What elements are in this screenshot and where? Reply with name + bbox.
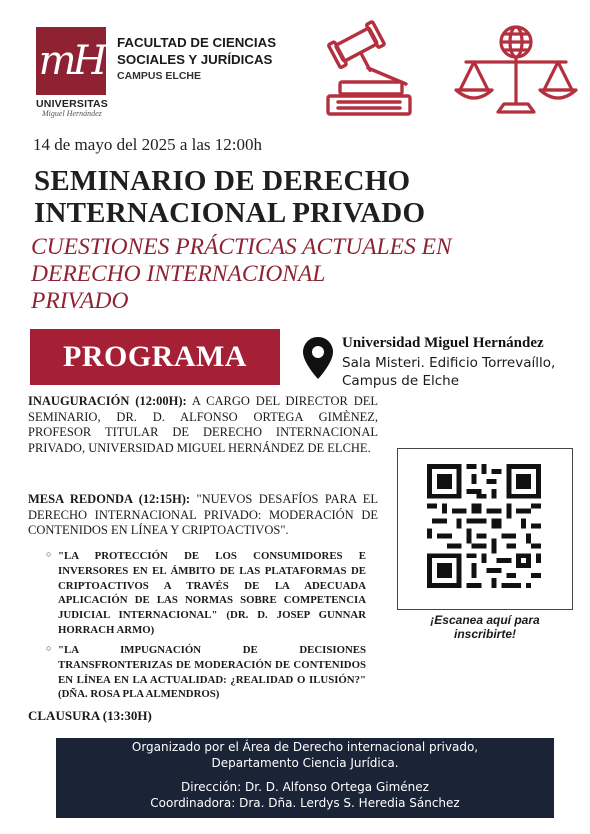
inauguration-item (28, 394, 378, 456)
footer-line-1: Organizado por el Área de Derecho internacional privado, (131, 740, 479, 754)
footer-text (56, 740, 554, 811)
subtitle-line-2: DERECHO INTERNACIONAL (31, 261, 326, 287)
subtitle-line-1: CUESTIONES PRÁCTICAS ACTUALES EN (31, 234, 452, 260)
title-line-2: INTERNACIONAL PRIVADO (34, 197, 426, 229)
bullet-icon: ○ (46, 549, 52, 559)
location-name: Universidad Miguel Hernández (342, 335, 544, 351)
page-title (34, 165, 474, 229)
roundtable-item (28, 492, 378, 539)
faculty-line-1: FACULTAD DE CIENCIAS (117, 35, 277, 50)
faculty-name (117, 34, 276, 68)
logo-monogram: mH (38, 38, 104, 84)
location-pin-icon (302, 336, 334, 380)
scales-globe-icon (452, 16, 580, 120)
talk-item: "LA PROTECCIÓN DE LOS CONSUMIDORES E INVERSORES EN EL ÁMBITO DE LAS PLATAFORMAS DE CRIPTOACTIVOS A TRAVÉS DE LA ADECUADA APLICACIÓN DE LAS NORMAS SOBRE COMPETENCIA JUDICIAL INTERNACIONAL" (DR. D. JOSEP GUNNAR HORRACH ARMO) (58, 550, 366, 636)
logo-university-sub: Miguel Hernández (42, 109, 102, 118)
roundtable-text: "NUEVOS DESAFÍOS PARA EL DERECHO INTERNACIONAL PRIVADO: MODERACIÓN DE CONTENIDOS EN LÍNEA Y CRIPTOACTIVOS". (28, 492, 379, 537)
footer-line-3: Dirección: Dr. D. Alfonso Ortega Giménez (181, 780, 429, 794)
campus-label: CAMPUS ELCHE (117, 70, 202, 82)
event-date: 14 de mayo del 2025 a las 12:00h (33, 135, 262, 154)
program-banner: PROGRAMA (30, 329, 280, 385)
closing-item: CLAUSURA (13:30H) (28, 708, 152, 723)
roundtable-label: MESA REDONDA (12:15H): (28, 492, 191, 506)
qr-caption: ¡Escanea aquí para inscribirte! (430, 613, 540, 641)
faculty-line-2: SOCIALES Y JURÍDICAS (117, 52, 273, 67)
title-line-1: SEMINARIO DE DERECHO (34, 165, 411, 197)
inauguration-label: INAUGURACIÓN (12:00H): (28, 394, 187, 408)
subtitle-line-3: PRIVADO (31, 288, 129, 314)
inauguration-text: A CARGO DEL DIRECTOR DEL SEMINARIO, DR. D. ALFONSO ORTEGA GIMÈNEZ, PROFESOR TITULAR DE DERECHO INTERNACIONAL PRIVADO, UNIVERSIDAD MIGUEL HERNÁNDEZ DE ELCHE. (28, 394, 379, 455)
footer-line-2: Departamento Ciencia Jurídica. (211, 755, 399, 770)
bullet-icon: ○ (46, 643, 52, 653)
footer-line-4: Coordinadora: Dra. Dña. Lerdys S. Heredia Sánchez (150, 795, 460, 810)
logo-university-name: UNIVERSITAS (36, 98, 109, 110)
talk-item: "LA IMPUGNACIÓN DE DECISIONES TRANSFRONTERIZAS DE MODERACIÓN DE CONTENIDOS EN LÍNEA EN LA ACTUALIDAD: ¿REALIDAD O ILUSIÓN?" (DÑA. ROSA PLA ALMENDROS) (58, 644, 366, 701)
page-subtitle (31, 234, 531, 315)
location-detail: Sala Misteri. Edificio Torrevaíllo, Campus de Elche (342, 355, 556, 389)
gavel-icon (320, 18, 412, 118)
qr-code-icon[interactable] (427, 464, 541, 588)
